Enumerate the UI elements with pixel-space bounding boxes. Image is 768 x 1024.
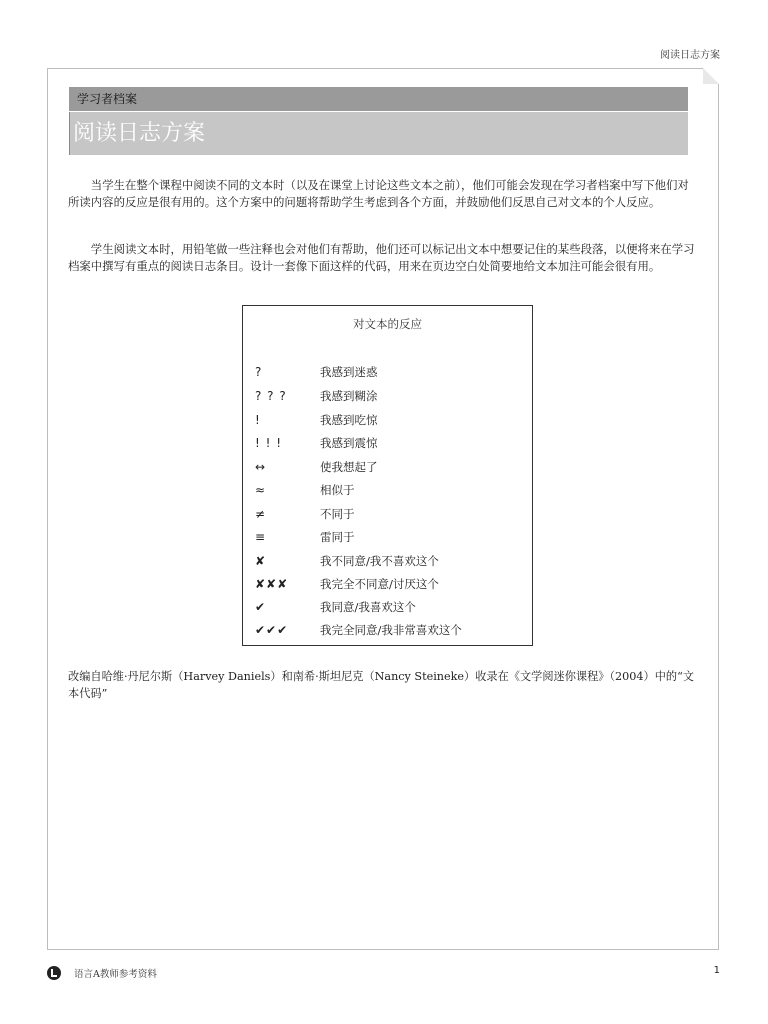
code-symbol: ≈ <box>255 483 267 497</box>
source-note: 改编自哈维·丹尼尔斯（Harvey Daniels）和南希·斯坦尼克（Nancy Steineke）收录在《文学阅迷你课程》（2004）中的“文本代码” <box>68 670 694 700</box>
code-row <box>243 363 532 383</box>
code-row <box>243 621 532 641</box>
code-row <box>243 505 532 525</box>
code-meaning: 不同于 <box>320 507 355 521</box>
code-meaning: 雷同于 <box>320 530 355 544</box>
annotation-code-table <box>242 305 533 646</box>
section-band-label: 学习者档案 <box>69 87 688 111</box>
code-meaning: 我同意/我喜欢这个 <box>320 600 416 614</box>
ib-logo-icon <box>47 966 61 980</box>
body-paragraph-2: 学生阅读文本时，用铅笔做一些注释也会对他们有帮助，他们还可以标记出文本中想要记住的某些段落，以便将来在学习档案中撰写有重点的阅读日志条目。设计一套像下面这样的代码，用来在页边空白处简要地给文本加注可能会很有用。 <box>68 242 695 273</box>
code-symbol: ? <box>255 365 263 379</box>
code-meaning: 我感到吃惊 <box>320 413 378 427</box>
page-number: 1 <box>713 965 720 976</box>
code-row <box>243 575 532 595</box>
code-table-title: 对文本的反应 <box>353 317 422 331</box>
code-symbol: ! <box>255 413 261 427</box>
code-symbol: ✘✘✘ <box>255 577 289 591</box>
code-symbol: ≡ <box>255 530 267 544</box>
code-row <box>243 528 532 548</box>
code-row <box>243 387 532 407</box>
code-row <box>243 434 532 454</box>
code-meaning: 我不同意/我不喜欢这个 <box>320 554 439 568</box>
code-symbol: ✘ <box>255 554 267 568</box>
code-meaning: 我感到迷惑 <box>320 365 378 379</box>
code-row <box>243 481 532 501</box>
code-symbol: ✔ <box>255 600 267 614</box>
code-symbol: ✔✔✔ <box>255 623 289 637</box>
code-row <box>243 552 532 572</box>
code-meaning: 我感到糊涂 <box>320 389 378 403</box>
running-header: 阅读日志方案 <box>660 50 720 61</box>
code-meaning: 我感到震惊 <box>320 436 378 450</box>
code-row <box>243 458 532 478</box>
footer-publisher-label: 语言A教师参考资料 <box>74 969 157 980</box>
code-meaning: 相似于 <box>320 483 355 497</box>
code-symbol: ! ! ! <box>255 436 283 450</box>
code-symbol: ? ? ? <box>255 389 287 403</box>
code-meaning: 我完全同意/我非常喜欢这个 <box>320 623 462 637</box>
folded-corner <box>703 68 719 84</box>
body-paragraph-1: 当学生在整个课程中阅读不同的文本时（以及在课堂上讨论这些文本之前），他们可能会发现在学习者档案中写下他们对所读内容的反应是很有用的。这个方案中的问题将帮助学生考虑到各个方面，并鼓励他们反思自己对文本的个人反应。 <box>68 178 689 209</box>
code-meaning: 使我想起了 <box>320 460 378 474</box>
code-meaning: 我完全不同意/讨厌这个 <box>320 577 439 591</box>
code-symbol: ↔ <box>255 460 267 474</box>
code-row <box>243 598 532 618</box>
code-row <box>243 411 532 431</box>
page-title: 阅读日志方案 <box>69 112 688 155</box>
code-symbol: ≠ <box>255 507 267 521</box>
